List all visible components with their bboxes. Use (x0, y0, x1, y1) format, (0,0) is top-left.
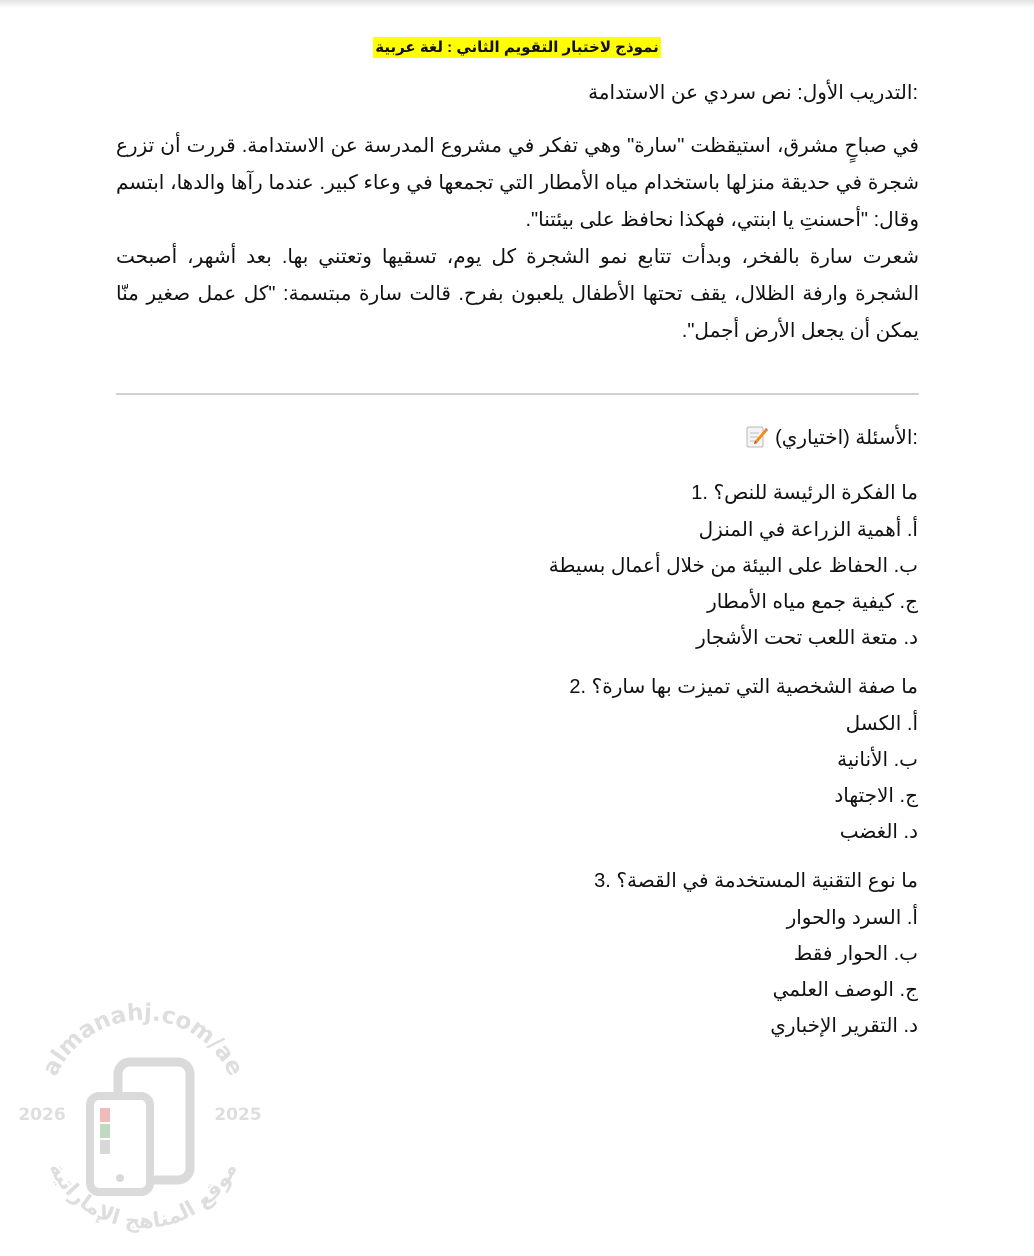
story-paragraph-2: شعرت سارة بالفخر، وبدأت تتابع نمو الشجرة كل يوم، تسقيها وتعتني بها. بعد أشهر، أصبحت الشجرة وارفة الظلال، يقف تحتها الأطفال يلعبون بفرح. قالت سارة مبتسمة: "كل عمل صغير منّا يمكن أن يجعل الأرض أجمل". (116, 246, 919, 342)
option-c: ج. الاجتهاد (834, 785, 918, 807)
section-heading: :التدريب الأول: نص سردي عن الاستدامة (588, 82, 918, 104)
option-b: ب. الأنانية (837, 749, 918, 771)
story-text (116, 128, 919, 350)
option-d: د. متعة اللعب تحت الأشجار (696, 627, 918, 649)
phone-icon (90, 1062, 190, 1192)
watermark-arabic: موقع المناهج الإماراتية (44, 1158, 242, 1234)
memo-pencil-icon (745, 424, 769, 450)
option-a: أ. السرد والحوار (786, 907, 918, 929)
page-title-highlight: نموذج لاختبار التقويم الثاني : لغة عربية (375, 39, 659, 56)
question-text: ما صفة الشخصية التي تميزت بها سارة؟ .2 (569, 676, 918, 698)
question-2 (158, 668, 918, 850)
option-a: أ. أهمية الزراعة في المنزل (698, 519, 918, 541)
section-divider (116, 393, 919, 395)
top-edge-shadow (0, 0, 1034, 8)
option-c: ج. الوصف العلمي (772, 979, 918, 1001)
option-a: أ. الكسل (845, 713, 918, 735)
question-text: ما نوع التقنية المستخدمة في القصة؟ .3 (594, 870, 918, 892)
option-b: ب. الحفاظ على البيئة من خلال أعمال بسيطة (548, 555, 918, 577)
watermark-year-right: 2025 (214, 1105, 262, 1125)
watermark-year-left: 2026 (18, 1105, 66, 1125)
question-text: ما الفكرة الرئيسة للنص؟ .1 (691, 482, 918, 504)
site-watermark (8, 1000, 278, 1250)
questions-list (158, 474, 918, 1056)
option-d: د. التقرير الإخباري (770, 1015, 918, 1037)
questions-heading (745, 424, 918, 450)
page-title (0, 38, 1034, 57)
option-c: ج. كيفية جمع مياه الأمطار (707, 591, 918, 613)
story-paragraph-1: في صباحٍ مشرق، استيقظت "سارة" وهي تفكر في مشروع المدرسة عن الاستدامة. قررت أن تزرع شجرة في حديقة منزلها باستخدام مياه الأمطار التي تجمعها في وعاء كبير. عندما رآها والدها، ابتسم وقال: "أحسنتِ يا ابنتي، فهكذا نحافظ على بيئتنا". (116, 135, 919, 231)
svg-text:almanahj.com/ae (38, 1000, 248, 1080)
watermark-url: almanahj.com/ae (37, 1000, 249, 1081)
questions-heading-label: :الأسئلة (اختياري) (775, 426, 918, 449)
option-b: ب. الحوار فقط (793, 943, 918, 965)
question-1 (158, 474, 918, 656)
option-d: د. الغضب (839, 821, 918, 843)
